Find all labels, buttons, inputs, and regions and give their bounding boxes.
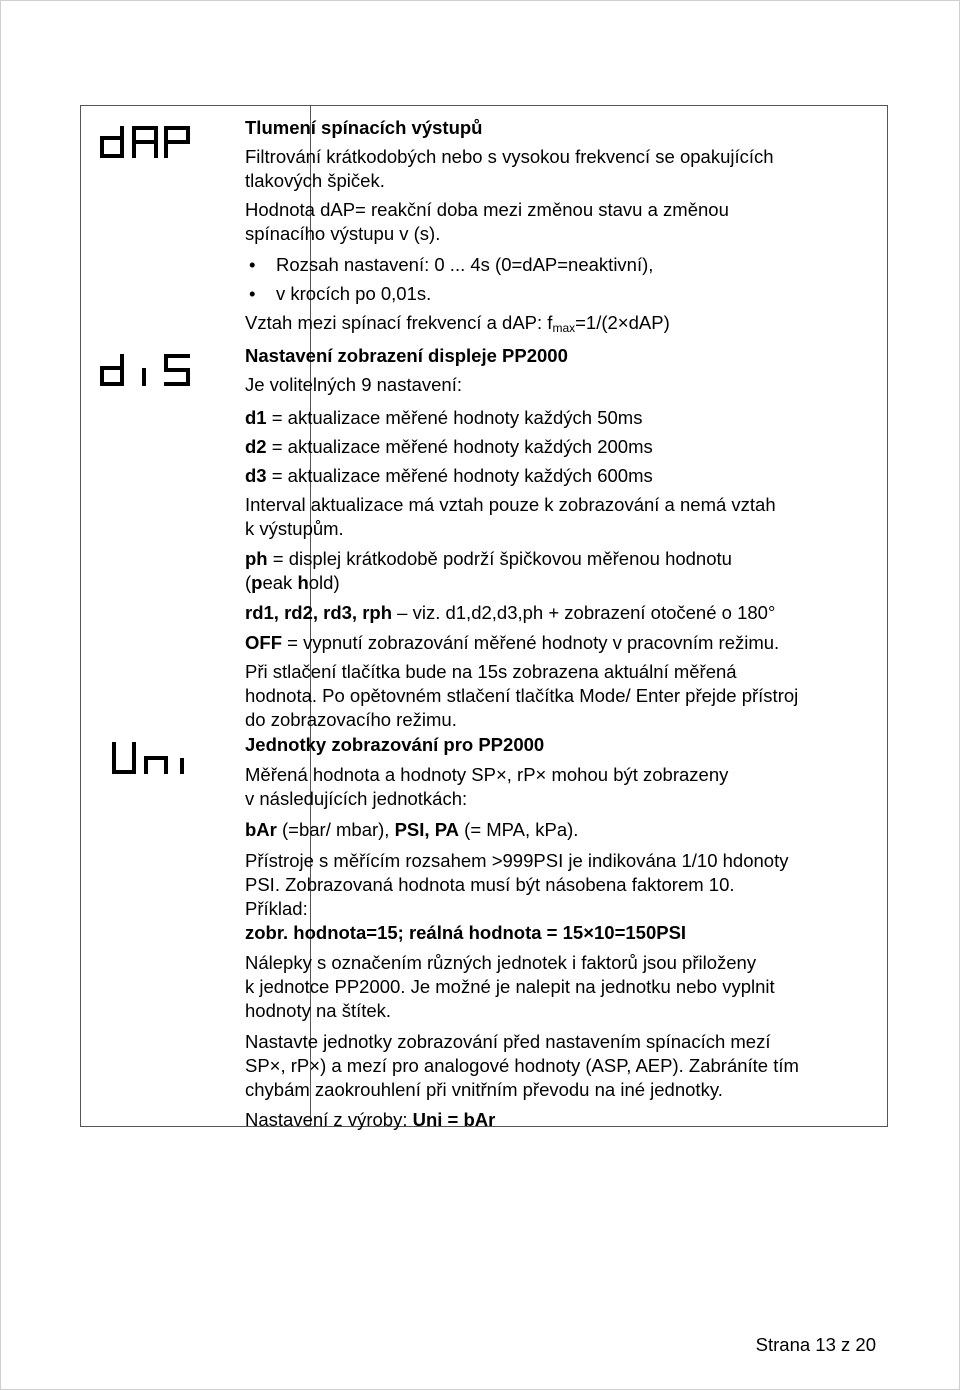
uni-example-label: Příklad: [245,898,308,919]
dis-option-ph: ph = displej krátkodobě podrží špičkovou měřenou hodnotu [245,548,732,569]
uni-text-line: v následujících jednotkách: [245,788,468,809]
dap-text-line: Hodnota dAP= reakční doba mezi změnou stavu a změnou [245,199,729,220]
dis-peak-hold: (peak hold) [245,572,340,593]
uni-text-line: Měřená hodnota a hodnoty SP×, rP× mohou být zobrazeny [245,764,729,785]
uni-labels-text: k jednotce PP2000. Je možné je nalepit na jednotku nebo vyplnit [245,976,775,997]
seven-segment-dis-icon [98,350,194,390]
uni-psi-text: Přístroje s měřícím rozsahem >999PSI je indikována 1/10 hdonoty [245,850,789,871]
dap-bullet: • v krocích po 0,01s. [245,282,880,306]
uni-section [245,733,880,1132]
dis-intro: Je volitelných 9 nastavení: [245,374,462,395]
dis-option-d1: d1 = aktualizace měřené hodnoty každých 50ms [245,407,643,428]
dis-press-text: do zobrazovacího režimu. [245,709,457,730]
dap-text-line: Filtrování krátkodobých nebo s vysokou frekvencí se opakujících [245,146,774,167]
seven-segment-uni-icon [110,738,190,778]
dap-text-line: tlakových špiček. [245,170,385,191]
page-number: Strana 13 z 20 [755,1334,876,1355]
dis-option-off: OFF = vypnutí zobrazování měřené hodnoty v pracovním režimu. [245,632,780,653]
dap-text-line: spínacího výstupu v (s). [245,223,441,244]
uni-title: Jednotky zobrazování pro PP2000 [245,734,545,755]
dap-formula: Vztah mezi spínací frekvencí a dAP: $f_{max}=1/(2\times dAP)$ [245,312,670,335]
dis-title: Nastavení zobrazení displeje PP2000 [245,345,568,366]
dis-press-text: hodnota. Po opětovném stlačení tlačítka Mode/ Enter přejde přístroj [245,685,799,706]
dap-section [245,116,880,335]
uni-psi-text: PSI. Zobrazovaná hodnota musí být násobena faktorem 10. [245,874,735,895]
uni-factory-setting: Nastavení z výroby: Uni = bAr [245,1109,496,1130]
dis-interval-text: Interval aktualizace má vztah pouze k zobrazování a nemá vztah [245,494,776,515]
dis-option-rd: rd1, rd2, rd3, rph – viz. d1,d2,d3,ph + zobrazení otočené o 180° [245,602,776,623]
uni-example-value: zobr. hodnota=15; reálná hodnota = 15×10=150PSI [245,922,687,943]
uni-labels-text: Nálepky s označením různých jednotek i faktorů jsou přiloženy [245,952,757,973]
dap-bullet: • Rozsah nastavení: 0 ... 4s (0=dAP=neaktivní), [245,253,880,277]
uni-set-text: SP×, rP×) a mezí pro analogové hodnoty (ASP, AEP). Zabráníte tím [245,1055,799,1076]
dis-option-d3: d3 = aktualizace měřené hodnoty každých 600ms [245,465,653,486]
uni-labels-text: hodnoty na štítek. [245,1000,392,1021]
dis-interval-text: k výstupům. [245,518,344,539]
dis-option-d2: d2 = aktualizace měřené hodnoty každých 200ms [245,436,653,457]
uni-units: bAr (=bar/ mbar), PSI, PA (= MPA, kPa). [245,819,579,840]
dis-press-text: Při stlačení tlačítka bude na 15s zobrazena aktuální měřená [245,661,737,682]
uni-set-text: Nastavte jednotky zobrazování před nastavením spínacích mezí [245,1031,771,1052]
dap-title: Tlumení spínacích výstupů [245,117,483,138]
dis-section [245,344,880,732]
seven-segment-dap-icon [98,122,194,162]
uni-set-text: chybám zaokrouhlení při vnitřním převodu na iné jednotky. [245,1079,723,1100]
